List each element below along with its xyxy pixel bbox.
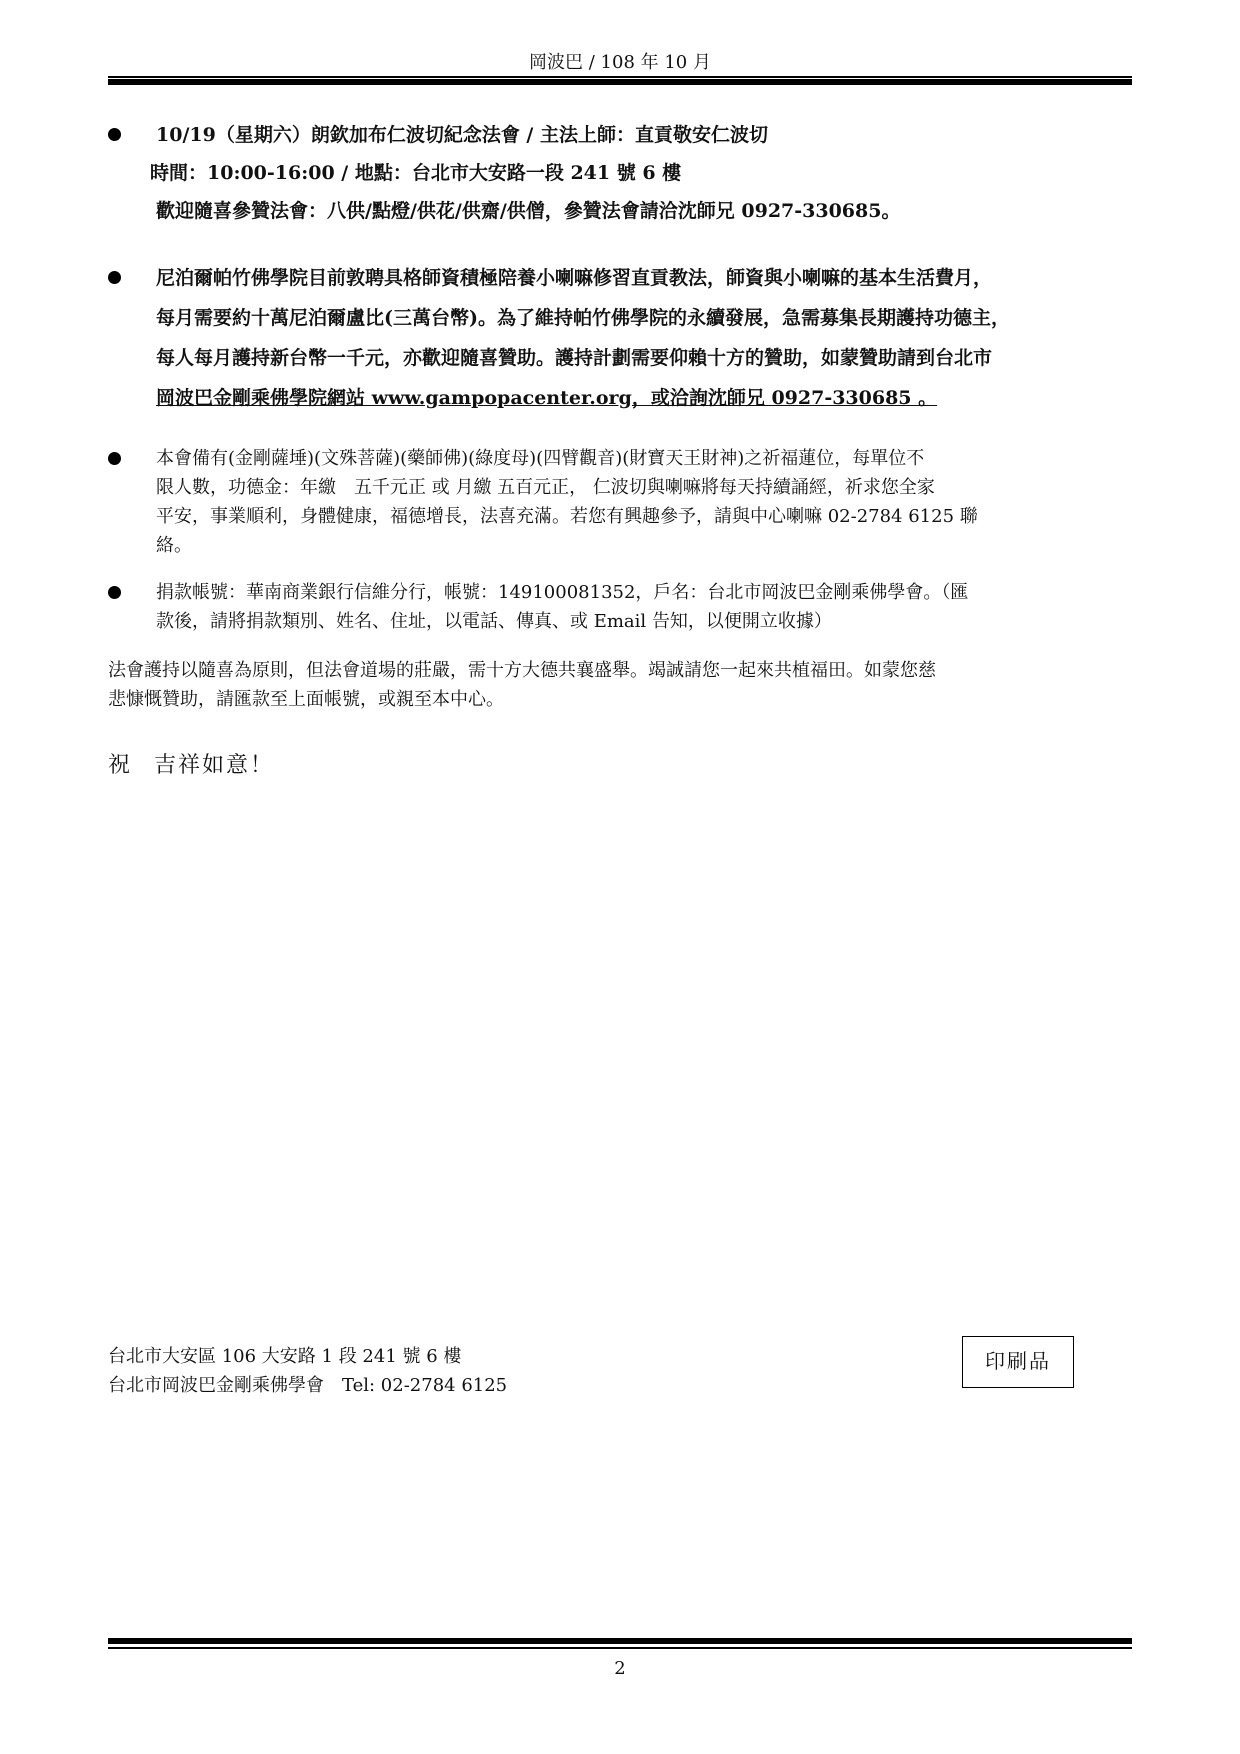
page-header: 岡波巴 / 108 年 10 月 (529, 52, 711, 73)
bullet-line-website-link[interactable]: 岡波巴金剛乘佛學院網站 www.gampopacenter.org，或洽詢沈師兄 0927-330685 。 (156, 387, 938, 409)
closing-word: 祝 (108, 753, 133, 778)
bullet-line: 每人每月護持新台幣一千元，亦歡迎隨喜贊助。護持計劃需要仰賴十方的贊助，如蒙贊助請到台北市 (156, 347, 993, 369)
printed-matter-label: 印刷品 (962, 1336, 1074, 1388)
support-paragraph (108, 656, 1158, 714)
bullet-line: 歡迎隨喜參贊法會：八供/點燈/供花/供齋/供僧，參贊法會請洽沈師兄 0927-330685。 (156, 200, 901, 222)
address-line: 台北市岡波巴金剛乘佛學會 Tel: 02-2784 6125 (108, 1375, 508, 1396)
bullet-line: 絡。 (156, 535, 192, 556)
address-line: 台北市大安區 106 大安路 1 段 241 號 6 樓 (108, 1346, 462, 1367)
bullet-line: 款後，請將捐款類別、姓名、住址，以電話、傳真、或 Email 告知，以便開立收據） (156, 611, 832, 632)
footer-address (108, 1342, 507, 1400)
header-rule-thin (108, 76, 1132, 78)
bullet-line: 捐款帳號：華南商業銀行信維分行，帳號：149100081352，戶名：台北市岡波巴金剛乘佛學會。（匯 (156, 582, 969, 603)
bullet-line: 本會備有(金剛薩埵)(文殊菩薩)(藥師佛)(綠度母)(四臂觀音)(財寶天王財神)之祈福蓮位，每單位不 (156, 448, 925, 469)
bullet-dot (108, 271, 121, 284)
paragraph-line: 悲慷慨贊助，請匯款至上面帳號，或親至本中心。 (108, 689, 504, 710)
bullet-line: 尼泊爾帕竹佛學院目前敦聘具格師資積極陪養小喇嘛修習直貢教法，師資與小喇嘛的基本生活費月， (156, 267, 993, 289)
bullet-line: 10/19（星期六）朗欽加布仁波切紀念法會 / 主法上師：直貢敬安仁波切 (156, 124, 768, 146)
closing-blessing (108, 748, 296, 779)
bullet-line: 限人數，功德金：年繳 五千元正 或 月繳 五百元正， 仁波切與喇嘛將每天持續誦經，祈求您全家 (156, 477, 935, 498)
page-number: 2 (614, 1658, 626, 1679)
bullet-dot (108, 452, 121, 465)
bullet-line: 每月需要約十萬尼泊爾盧比(三萬台幣)。為了維持帕竹佛學院的永續發展，急需募集長期護持功德主， (156, 307, 1010, 329)
header-rule-thick (108, 79, 1132, 85)
footer-rule-thin (108, 1647, 1132, 1649)
bullet-dot (108, 586, 121, 599)
paragraph-line: 法會護持以隨喜為原則，但法會道場的莊嚴，需十方大德共襄盛舉。竭誠請您一起來共植福田。如蒙您慈 (108, 660, 936, 681)
footer-rule-thick (108, 1638, 1132, 1644)
bullet-line: 平安，事業順利，身體健康，福德增長，法喜充滿。若您有興趣參予，請與中心喇嘛 02-2784 6125 聯 (156, 506, 978, 527)
closing-blessing-text: 吉祥如意！ (154, 753, 275, 778)
bullet-dot (108, 128, 121, 141)
bullet-line: 時間：10:00-16:00 / 地點：台北市大安路一段 241 號 6 樓 (150, 162, 682, 184)
